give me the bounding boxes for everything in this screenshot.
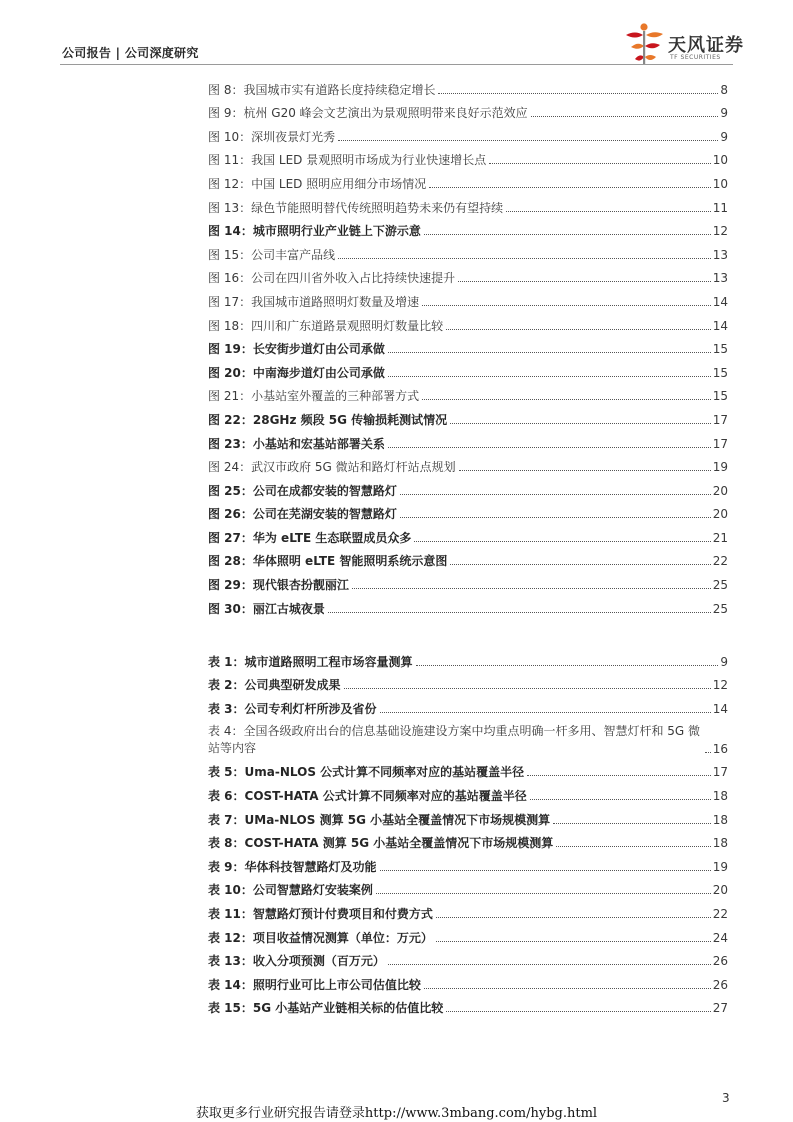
dotted-leader — [376, 893, 711, 894]
dotted-leader — [422, 399, 711, 400]
dotted-leader — [436, 917, 711, 918]
dotted-leader — [450, 564, 710, 565]
table-entry[interactable] — [208, 875, 728, 899]
figure-entry[interactable] — [208, 263, 728, 287]
dotted-leader — [400, 517, 711, 518]
table-entry-page-number: 18 — [712, 788, 728, 803]
table-entry-page-number: 19 — [712, 859, 728, 874]
figure-entry-label: 图 19：长安街步道灯由公司承做 — [208, 342, 385, 357]
figure-entry-page-number: 9 — [720, 106, 728, 121]
figure-entry-label: 图 26：公司在芜湖安装的智慧路灯 — [208, 507, 397, 522]
figure-entry-page-number: 15 — [712, 342, 728, 357]
figure-entry[interactable] — [208, 428, 728, 452]
table-entry-page-number: 24 — [712, 930, 728, 945]
figure-entry[interactable] — [208, 499, 728, 523]
figure-entry-label: 图 16：公司在四川省外收入占比持续快速提升 — [208, 271, 456, 286]
table-entry-page-number: 12 — [712, 678, 728, 693]
brand-name: 天风证券 — [668, 35, 744, 56]
figure-entry-label: 图 13：绿色节能照明替代传统照明趋势未来仍有望持续 — [208, 200, 504, 215]
table-entry-page-number: 14 — [712, 701, 728, 716]
table-entry[interactable] — [208, 946, 728, 970]
dotted-leader — [556, 846, 710, 847]
figure-entry-page-number: 25 — [712, 601, 728, 616]
table-entry-page-number: 20 — [712, 883, 728, 898]
dotted-leader — [506, 211, 711, 212]
dotted-leader — [388, 964, 711, 965]
figure-entry-label: 图 20：中南海步道灯由公司承做 — [208, 365, 385, 380]
dotted-leader — [424, 988, 711, 989]
dotted-leader — [459, 470, 711, 471]
figure-entry-page-number: 22 — [712, 554, 728, 569]
brand-logo — [622, 22, 742, 68]
figure-entry-page-number: 25 — [712, 578, 728, 593]
dotted-leader — [416, 665, 719, 666]
figure-entry-label: 图 11：我国 LED 景观照明市场成为行业快速增长点 — [208, 153, 487, 168]
figure-entry-label: 图 27：华为 eLTE 生态联盟成员众多 — [208, 530, 412, 545]
figure-entry-label: 图 12：中国 LED 照明应用细分市场情况 — [208, 176, 427, 191]
table-entry[interactable] — [208, 898, 728, 922]
table-entry[interactable] — [208, 757, 728, 781]
figure-entry[interactable] — [208, 452, 728, 476]
table-entry[interactable] — [208, 780, 728, 804]
figure-entry-label: 图 21：小基站室外覆盖的三种部署方式 — [208, 389, 420, 404]
dotted-leader — [489, 163, 710, 164]
figure-entry-label: 图 18：四川和广东道路景观照明灯数量比较 — [208, 318, 444, 333]
table-entry[interactable] — [208, 851, 728, 875]
dotted-leader — [338, 140, 718, 141]
table-entry-label: 表 11：智慧路灯预计付费项目和付费方式 — [208, 906, 433, 921]
figure-entry[interactable] — [208, 522, 728, 546]
figure-entry-page-number: 10 — [712, 153, 728, 168]
figure-entry-page-number: 14 — [712, 318, 728, 333]
figure-entry-label: 图 29：现代银杏扮靓丽江 — [208, 578, 349, 593]
table-entry[interactable] — [208, 717, 728, 757]
figure-entry-page-number: 11 — [712, 200, 728, 215]
table-entry[interactable] — [208, 646, 728, 670]
figure-entry-page-number: 19 — [712, 460, 728, 475]
figure-entry-label: 图 23：小基站和宏基站部署关系 — [208, 436, 385, 451]
report-label: 公司报告 | 公司深度研究 — [62, 46, 199, 60]
figure-list — [208, 74, 728, 617]
footer-download-link[interactable]: 获取更多行业研究报告请登录http://www.3mbang.com/hybg.html — [195, 1106, 598, 1121]
figure-entry-label: 图 14：城市照明行业产业链上下游示意 — [208, 224, 421, 239]
dotted-leader — [380, 870, 711, 871]
table-list — [208, 646, 728, 1016]
table-entry-page-number: 22 — [712, 906, 728, 921]
dotted-leader — [531, 116, 719, 117]
table-entry-page-number: 26 — [712, 954, 728, 969]
table-entry-page-number: 16 — [712, 741, 728, 756]
figure-entry-page-number: 12 — [712, 224, 728, 239]
table-entry-label: 表 6：COST-HATA 公式计算不同频率对应的基站覆盖半径 — [208, 788, 527, 803]
figure-entry[interactable] — [208, 593, 728, 617]
figure-entry-page-number: 15 — [712, 389, 728, 404]
figure-entry-page-number: 17 — [712, 412, 728, 427]
figure-entry-label: 图 17：我国城市道路照明灯数量及增速 — [208, 294, 420, 309]
figure-entry[interactable] — [208, 145, 728, 169]
figure-entry-page-number: 20 — [712, 483, 728, 498]
dotted-leader — [553, 823, 711, 824]
table-entry[interactable] — [208, 993, 728, 1017]
table-entry-label: 表 12：项目收益情况测算（单位：万元） — [208, 930, 433, 945]
figure-entry[interactable] — [208, 381, 728, 405]
table-entry-label: 表 3：公司专利灯杆所涉及省份 — [208, 701, 377, 716]
table-entry-label: 表 10：公司智慧路灯安装案例 — [208, 883, 373, 898]
table-entry[interactable] — [208, 969, 728, 993]
dotted-leader — [338, 258, 711, 259]
table-entry[interactable] — [208, 828, 728, 852]
table-entry-label: 表 5：Uma-NLOS 公式计算不同频率对应的基站覆盖半径 — [208, 765, 525, 780]
figure-entry-label: 图 22：28GHz 频段 5G 传输损耗测试情况 — [208, 412, 448, 427]
table-entry-label: 表 2：公司典型研发成果 — [208, 678, 341, 693]
figure-entry-label: 图 10：深圳夜景灯光秀 — [208, 129, 336, 144]
table-entry[interactable] — [208, 693, 728, 717]
dotted-leader — [344, 688, 711, 689]
table-entry-page-number: 18 — [712, 812, 728, 827]
figure-entry[interactable] — [208, 404, 728, 428]
figure-entry-label: 图 28：华体照明 eLTE 智能照明系统示意图 — [208, 554, 448, 569]
table-entry[interactable] — [208, 804, 728, 828]
dotted-leader — [424, 234, 711, 235]
figure-entry-page-number: 13 — [712, 247, 728, 262]
dotted-leader — [380, 712, 711, 713]
figure-entry-label: 图 15：公司丰富产品线 — [208, 247, 336, 262]
figure-entry[interactable] — [208, 98, 728, 122]
figure-entry-page-number: 9 — [720, 129, 728, 144]
dotted-leader — [436, 941, 711, 942]
page-number: 3 — [722, 1091, 730, 1105]
figure-entry[interactable] — [208, 569, 728, 593]
table-entry-label: 表 15：5G 小基站产业链相关标的估值比较 — [208, 1001, 444, 1016]
table-entry[interactable] — [208, 922, 728, 946]
dotted-leader — [446, 1011, 710, 1012]
figure-entry[interactable] — [208, 216, 728, 240]
figure-entry-label: 图 9：杭州 G20 峰会文艺演出为景观照明带来良好示范效应 — [208, 106, 528, 121]
figure-entry-page-number: 17 — [712, 436, 728, 451]
figure-entry-page-number: 15 — [712, 365, 728, 380]
figure-entry[interactable] — [208, 239, 728, 263]
dotted-leader — [446, 329, 711, 330]
figure-entry[interactable] — [208, 286, 728, 310]
table-entry-label: 表 1：城市道路照明工程市场容量测算 — [208, 654, 413, 669]
figure-entry-label: 图 8：我国城市实有道路长度持续稳定增长 — [208, 82, 436, 97]
dotted-leader — [400, 494, 711, 495]
table-entry-page-number: 26 — [712, 977, 728, 992]
dotted-leader — [388, 447, 711, 448]
figure-entry-page-number: 10 — [712, 176, 728, 191]
table-entry-label: 表 7：UMa-NLOS 测算 5G 小基站全覆盖情况下市场规模测算 — [208, 812, 551, 827]
figure-entry-page-number: 13 — [712, 271, 728, 286]
figure-entry-page-number: 21 — [712, 530, 728, 545]
dotted-leader — [527, 775, 711, 776]
table-entry-page-number: 17 — [712, 765, 728, 780]
figure-entry[interactable] — [208, 192, 728, 216]
dotted-leader — [388, 376, 711, 377]
table-entry[interactable] — [208, 670, 728, 694]
table-entry-label: 表 9：华体科技智慧路灯及功能 — [208, 859, 377, 874]
dotted-leader — [438, 93, 718, 94]
figure-entry-page-number: 8 — [720, 82, 728, 97]
figure-entry[interactable] — [208, 334, 728, 358]
brand-english-name: TF SECURITIES — [670, 54, 721, 61]
figure-entry[interactable] — [208, 310, 728, 334]
dotted-leader — [414, 541, 710, 542]
table-entry-label: 表 4：全国各级政府出台的信息基础设施建设方案中均重点明确一杆多用、智慧灯杆和 5G 微站等内容 — [208, 723, 701, 755]
dotted-leader — [705, 752, 711, 753]
table-entry-label: 表 14：照明行业可比上市公司估值比较 — [208, 977, 421, 992]
brand-emblem-icon — [622, 22, 666, 68]
dotted-leader — [429, 187, 710, 188]
figure-entry[interactable] — [208, 168, 728, 192]
figure-entry-label: 图 25：公司在成都安装的智慧路灯 — [208, 483, 397, 498]
figure-entry[interactable] — [208, 475, 728, 499]
dotted-leader — [352, 588, 711, 589]
figure-entry[interactable] — [208, 121, 728, 145]
figure-entry[interactable] — [208, 357, 728, 381]
dotted-leader — [422, 305, 711, 306]
dotted-leader — [458, 281, 711, 282]
figure-entry-label: 图 30：丽江古城夜景 — [208, 601, 325, 616]
figure-entry-page-number: 14 — [712, 294, 728, 309]
table-entry-label: 表 13：收入分项预测（百万元） — [208, 954, 385, 969]
dotted-leader — [388, 352, 711, 353]
dotted-leader — [450, 423, 711, 424]
figure-entry-label: 图 24：武汉市政府 5G 微站和路灯杆站点规划 — [208, 460, 456, 475]
table-entry-page-number: 9 — [720, 654, 728, 669]
figure-entry[interactable] — [208, 546, 728, 570]
dotted-leader — [530, 799, 711, 800]
figure-entry-page-number: 20 — [712, 507, 728, 522]
table-entry-label: 表 8：COST-HATA 测算 5G 小基站全覆盖情况下市场规模测算 — [208, 836, 554, 851]
dotted-leader — [328, 612, 711, 613]
table-entry-page-number: 18 — [712, 836, 728, 851]
figure-entry[interactable] — [208, 74, 728, 98]
table-entry-page-number: 27 — [712, 1001, 728, 1016]
